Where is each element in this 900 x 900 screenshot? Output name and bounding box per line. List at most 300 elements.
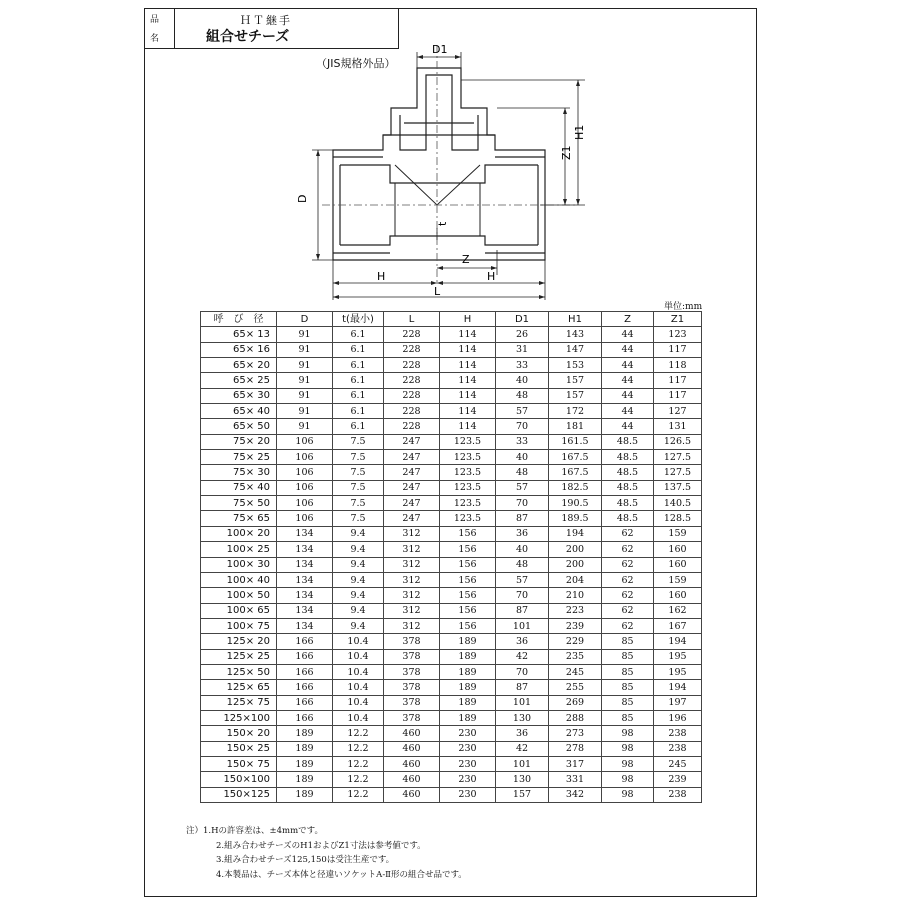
cell-value: 230 bbox=[440, 726, 496, 741]
table-row bbox=[201, 787, 702, 802]
cell-value: 9.4 bbox=[333, 603, 384, 618]
cell-value: 247 bbox=[384, 465, 440, 480]
cell-value: 9.4 bbox=[333, 618, 384, 633]
cell-value: 230 bbox=[440, 787, 496, 802]
label-l: L bbox=[434, 285, 441, 298]
cell-nominal-size: 125× 25 bbox=[201, 649, 277, 664]
header-z1: Z1 bbox=[654, 312, 702, 327]
cell-value: 134 bbox=[277, 542, 333, 557]
cell-value: 123.5 bbox=[440, 465, 496, 480]
cell-nominal-size: 65× 13 bbox=[201, 327, 277, 342]
cell-value: 12.2 bbox=[333, 741, 384, 756]
cell-value: 140.5 bbox=[654, 496, 702, 511]
table-row bbox=[201, 588, 702, 603]
cell-value: 114 bbox=[440, 342, 496, 357]
cell-value: 157 bbox=[549, 373, 602, 388]
cell-value: 114 bbox=[440, 388, 496, 403]
table-row bbox=[201, 649, 702, 664]
cell-value: 228 bbox=[384, 358, 440, 373]
cell-value: 190.5 bbox=[549, 496, 602, 511]
cell-value: 189 bbox=[277, 787, 333, 802]
cell-value: 127.5 bbox=[654, 450, 702, 465]
table-row bbox=[201, 419, 702, 434]
cell-value: 196 bbox=[654, 710, 702, 725]
cell-value: 44 bbox=[602, 327, 654, 342]
cell-value: 157 bbox=[549, 388, 602, 403]
cell-value: 9.4 bbox=[333, 572, 384, 587]
notes bbox=[186, 824, 467, 882]
cell-value: 117 bbox=[654, 342, 702, 357]
cell-value: 98 bbox=[602, 772, 654, 787]
cell-value: 44 bbox=[602, 358, 654, 373]
cell-value: 156 bbox=[440, 572, 496, 587]
table-row bbox=[201, 465, 702, 480]
cell-value: 7.5 bbox=[333, 511, 384, 526]
table-row bbox=[201, 404, 702, 419]
cell-value: 106 bbox=[277, 450, 333, 465]
cell-value: 12.2 bbox=[333, 756, 384, 771]
cell-value: 166 bbox=[277, 634, 333, 649]
cell-value: 48.5 bbox=[602, 480, 654, 495]
cell-value: 40 bbox=[496, 373, 549, 388]
cell-value: 312 bbox=[384, 603, 440, 618]
table-row bbox=[201, 741, 702, 756]
cell-value: 57 bbox=[496, 404, 549, 419]
cell-value: 230 bbox=[440, 756, 496, 771]
cell-value: 166 bbox=[277, 710, 333, 725]
cell-value: 57 bbox=[496, 572, 549, 587]
cell-value: 194 bbox=[654, 634, 702, 649]
cell-value: 7.5 bbox=[333, 465, 384, 480]
cell-value: 101 bbox=[496, 756, 549, 771]
cell-value: 189 bbox=[440, 664, 496, 679]
cell-value: 91 bbox=[277, 358, 333, 373]
cell-value: 44 bbox=[602, 404, 654, 419]
table-row bbox=[201, 664, 702, 679]
cell-value: 161.5 bbox=[549, 434, 602, 449]
cell-value: 189 bbox=[277, 726, 333, 741]
cell-value: 114 bbox=[440, 373, 496, 388]
cell-nominal-size: 150× 75 bbox=[201, 756, 277, 771]
cell-value: 10.4 bbox=[333, 710, 384, 725]
header-h1: H1 bbox=[549, 312, 602, 327]
cell-value: 200 bbox=[549, 542, 602, 557]
cell-value: 230 bbox=[440, 772, 496, 787]
cell-value: 460 bbox=[384, 787, 440, 802]
cell-value: 378 bbox=[384, 634, 440, 649]
cell-value: 31 bbox=[496, 342, 549, 357]
cell-value: 40 bbox=[496, 450, 549, 465]
cell-value: 181 bbox=[549, 419, 602, 434]
cell-value: 85 bbox=[602, 695, 654, 710]
cell-value: 128.5 bbox=[654, 511, 702, 526]
table-row bbox=[201, 434, 702, 449]
cell-value: 10.4 bbox=[333, 649, 384, 664]
cell-value: 44 bbox=[602, 373, 654, 388]
cell-value: 114 bbox=[440, 419, 496, 434]
cell-value: 91 bbox=[277, 373, 333, 388]
cell-value: 117 bbox=[654, 373, 702, 388]
cell-value: 195 bbox=[654, 649, 702, 664]
header-t: t(最小) bbox=[333, 312, 384, 327]
cell-value: 288 bbox=[549, 710, 602, 725]
cell-value: 101 bbox=[496, 695, 549, 710]
dimension-table bbox=[200, 311, 702, 803]
cell-value: 189 bbox=[277, 772, 333, 787]
cell-value: 91 bbox=[277, 342, 333, 357]
cell-value: 194 bbox=[549, 526, 602, 541]
cell-value: 255 bbox=[549, 680, 602, 695]
label-z1: Z1 bbox=[560, 145, 573, 160]
cell-value: 160 bbox=[654, 557, 702, 572]
cell-value: 70 bbox=[496, 588, 549, 603]
cell-value: 134 bbox=[277, 603, 333, 618]
cell-value: 460 bbox=[384, 756, 440, 771]
cell-value: 167 bbox=[654, 618, 702, 633]
cell-nominal-size: 75× 20 bbox=[201, 434, 277, 449]
cell-nominal-size: 65× 50 bbox=[201, 419, 277, 434]
cell-value: 245 bbox=[654, 756, 702, 771]
cell-value: 228 bbox=[384, 342, 440, 357]
cell-value: 166 bbox=[277, 695, 333, 710]
cell-value: 70 bbox=[496, 664, 549, 679]
cell-value: 156 bbox=[440, 588, 496, 603]
cell-value: 85 bbox=[602, 664, 654, 679]
cell-value: 156 bbox=[440, 603, 496, 618]
cell-value: 91 bbox=[277, 419, 333, 434]
cell-value: 317 bbox=[549, 756, 602, 771]
cell-value: 247 bbox=[384, 511, 440, 526]
cell-value: 378 bbox=[384, 695, 440, 710]
cell-nominal-size: 65× 20 bbox=[201, 358, 277, 373]
cell-value: 9.4 bbox=[333, 588, 384, 603]
label-h1: H1 bbox=[573, 124, 586, 140]
cell-value: 197 bbox=[654, 695, 702, 710]
cell-nominal-size: 125× 65 bbox=[201, 680, 277, 695]
table-row bbox=[201, 557, 702, 572]
cell-value: 239 bbox=[549, 618, 602, 633]
cell-nominal-size: 100× 75 bbox=[201, 618, 277, 633]
cell-value: 166 bbox=[277, 649, 333, 664]
cell-nominal-size: 100× 50 bbox=[201, 588, 277, 603]
header-d: D bbox=[277, 312, 333, 327]
cell-nominal-size: 65× 30 bbox=[201, 388, 277, 403]
cell-value: 239 bbox=[654, 772, 702, 787]
cell-value: 70 bbox=[496, 419, 549, 434]
cell-value: 312 bbox=[384, 618, 440, 633]
cell-value: 123.5 bbox=[440, 434, 496, 449]
cell-value: 247 bbox=[384, 480, 440, 495]
cell-value: 98 bbox=[602, 756, 654, 771]
cell-value: 238 bbox=[654, 741, 702, 756]
cell-nominal-size: 75× 40 bbox=[201, 480, 277, 495]
cell-value: 98 bbox=[602, 741, 654, 756]
cell-value: 312 bbox=[384, 542, 440, 557]
cell-nominal-size: 100× 20 bbox=[201, 526, 277, 541]
cell-nominal-size: 125× 20 bbox=[201, 634, 277, 649]
cell-value: 36 bbox=[496, 526, 549, 541]
cell-value: 156 bbox=[440, 557, 496, 572]
cell-value: 7.5 bbox=[333, 496, 384, 511]
cell-value: 26 bbox=[496, 327, 549, 342]
cell-value: 131 bbox=[654, 419, 702, 434]
cell-value: 106 bbox=[277, 480, 333, 495]
cell-value: 9.4 bbox=[333, 542, 384, 557]
cell-value: 378 bbox=[384, 649, 440, 664]
table-row bbox=[201, 526, 702, 541]
cell-value: 130 bbox=[496, 772, 549, 787]
cell-nominal-size: 65× 25 bbox=[201, 373, 277, 388]
cell-value: 194 bbox=[654, 680, 702, 695]
label-z: Z bbox=[462, 253, 470, 266]
table-row bbox=[201, 634, 702, 649]
cell-value: 101 bbox=[496, 618, 549, 633]
table-row bbox=[201, 373, 702, 388]
series-name: ＨＴ継手 bbox=[240, 14, 292, 27]
cell-value: 62 bbox=[602, 557, 654, 572]
cell-value: 9.4 bbox=[333, 557, 384, 572]
table-row bbox=[201, 680, 702, 695]
cell-value: 106 bbox=[277, 496, 333, 511]
cell-value: 6.1 bbox=[333, 373, 384, 388]
cell-value: 247 bbox=[384, 450, 440, 465]
cell-value: 153 bbox=[549, 358, 602, 373]
cell-value: 278 bbox=[549, 741, 602, 756]
cell-value: 312 bbox=[384, 526, 440, 541]
note-4: 4.本製品は、チーズ本体と径違いソケットA-Ⅱ形の組合せ品です。 bbox=[216, 869, 467, 880]
cell-value: 123.5 bbox=[440, 480, 496, 495]
cell-value: 460 bbox=[384, 741, 440, 756]
cell-value: 42 bbox=[496, 649, 549, 664]
cell-value: 87 bbox=[496, 511, 549, 526]
note-3: 3.組み合わせチーズ125,150は受注生産です。 bbox=[216, 855, 395, 865]
cell-value: 62 bbox=[602, 588, 654, 603]
cell-value: 9.4 bbox=[333, 526, 384, 541]
table-row bbox=[201, 772, 702, 787]
title-divider bbox=[174, 8, 175, 49]
cell-value: 156 bbox=[440, 526, 496, 541]
cell-value: 85 bbox=[602, 680, 654, 695]
cell-value: 87 bbox=[496, 680, 549, 695]
cell-value: 123.5 bbox=[440, 496, 496, 511]
cell-value: 189 bbox=[440, 710, 496, 725]
cell-value: 7.5 bbox=[333, 480, 384, 495]
cell-value: 62 bbox=[602, 603, 654, 618]
cell-value: 12.2 bbox=[333, 787, 384, 802]
cell-value: 42 bbox=[496, 741, 549, 756]
cell-value: 195 bbox=[654, 664, 702, 679]
cell-value: 106 bbox=[277, 465, 333, 480]
cell-value: 62 bbox=[602, 572, 654, 587]
cell-value: 85 bbox=[602, 649, 654, 664]
cell-value: 378 bbox=[384, 664, 440, 679]
cell-value: 228 bbox=[384, 373, 440, 388]
cell-value: 134 bbox=[277, 588, 333, 603]
cell-nominal-size: 65× 40 bbox=[201, 404, 277, 419]
header-h: H bbox=[440, 312, 496, 327]
cell-value: 166 bbox=[277, 664, 333, 679]
cell-value: 123 bbox=[654, 327, 702, 342]
cell-value: 85 bbox=[602, 710, 654, 725]
cell-value: 62 bbox=[602, 542, 654, 557]
cell-nominal-size: 75× 50 bbox=[201, 496, 277, 511]
table-row bbox=[201, 480, 702, 495]
table-row bbox=[201, 450, 702, 465]
cell-value: 48.5 bbox=[602, 511, 654, 526]
cell-value: 167.5 bbox=[549, 450, 602, 465]
header-d1: D1 bbox=[496, 312, 549, 327]
cell-value: 134 bbox=[277, 572, 333, 587]
cell-value: 123.5 bbox=[440, 511, 496, 526]
cell-value: 269 bbox=[549, 695, 602, 710]
cell-value: 91 bbox=[277, 327, 333, 342]
unit-label: 単位:mm bbox=[664, 302, 703, 312]
cell-value: 91 bbox=[277, 388, 333, 403]
cell-value: 57 bbox=[496, 480, 549, 495]
cell-value: 378 bbox=[384, 680, 440, 695]
cell-nominal-size: 150×100 bbox=[201, 772, 277, 787]
table-row bbox=[201, 618, 702, 633]
cell-value: 62 bbox=[602, 618, 654, 633]
label-d1: D1 bbox=[432, 43, 448, 56]
cell-value: 98 bbox=[602, 726, 654, 741]
table-row bbox=[201, 342, 702, 357]
table-row bbox=[201, 358, 702, 373]
title-label-bottom: 名 bbox=[150, 34, 160, 44]
cell-value: 6.1 bbox=[333, 327, 384, 342]
cell-value: 342 bbox=[549, 787, 602, 802]
cell-value: 312 bbox=[384, 588, 440, 603]
table-row bbox=[201, 695, 702, 710]
label-h-left: H bbox=[377, 270, 386, 283]
cell-nominal-size: 150× 25 bbox=[201, 741, 277, 756]
cell-value: 159 bbox=[654, 526, 702, 541]
label-h-right: H bbox=[487, 270, 496, 283]
cell-value: 228 bbox=[384, 388, 440, 403]
cell-nominal-size: 125×100 bbox=[201, 710, 277, 725]
cell-value: 85 bbox=[602, 634, 654, 649]
cell-value: 147 bbox=[549, 342, 602, 357]
cell-value: 48.5 bbox=[602, 450, 654, 465]
cell-value: 312 bbox=[384, 557, 440, 572]
cell-nominal-size: 75× 25 bbox=[201, 450, 277, 465]
cell-value: 200 bbox=[549, 557, 602, 572]
jis-note: （JIS規格外品） bbox=[316, 57, 396, 70]
cell-nominal-size: 100× 25 bbox=[201, 542, 277, 557]
table-body bbox=[201, 327, 702, 803]
cell-value: 134 bbox=[277, 618, 333, 633]
cell-nominal-size: 65× 16 bbox=[201, 342, 277, 357]
header-nominal-size: 呼 び 径 bbox=[201, 312, 277, 327]
cell-value: 10.4 bbox=[333, 664, 384, 679]
cell-value: 160 bbox=[654, 542, 702, 557]
cell-value: 48.5 bbox=[602, 465, 654, 480]
cell-value: 189 bbox=[277, 741, 333, 756]
table-row bbox=[201, 388, 702, 403]
cell-value: 6.1 bbox=[333, 419, 384, 434]
cell-value: 127 bbox=[654, 404, 702, 419]
cell-value: 204 bbox=[549, 572, 602, 587]
cell-value: 62 bbox=[602, 526, 654, 541]
header-l: L bbox=[384, 312, 440, 327]
cell-value: 460 bbox=[384, 772, 440, 787]
cell-value: 137.5 bbox=[654, 480, 702, 495]
note-2: 2.組み合わせチーズのH1およびZ1寸法は参考値です。 bbox=[216, 840, 426, 851]
cell-value: 48 bbox=[496, 465, 549, 480]
cell-value: 378 bbox=[384, 710, 440, 725]
cell-nominal-size: 75× 65 bbox=[201, 511, 277, 526]
cell-value: 228 bbox=[384, 327, 440, 342]
table-row bbox=[201, 710, 702, 725]
cell-nominal-size: 125× 75 bbox=[201, 695, 277, 710]
cell-value: 223 bbox=[549, 603, 602, 618]
cell-nominal-size: 150×125 bbox=[201, 787, 277, 802]
cell-value: 159 bbox=[654, 572, 702, 587]
cell-value: 6.1 bbox=[333, 388, 384, 403]
cell-value: 189.5 bbox=[549, 511, 602, 526]
header-z: Z bbox=[602, 312, 654, 327]
cell-value: 156 bbox=[440, 618, 496, 633]
table-header-row bbox=[201, 312, 702, 327]
cell-value: 189 bbox=[277, 756, 333, 771]
cell-value: 134 bbox=[277, 526, 333, 541]
cell-value: 189 bbox=[440, 634, 496, 649]
cell-value: 114 bbox=[440, 404, 496, 419]
cell-value: 12.2 bbox=[333, 726, 384, 741]
cell-nominal-size: 100× 40 bbox=[201, 572, 277, 587]
cell-value: 44 bbox=[602, 419, 654, 434]
cell-value: 10.4 bbox=[333, 695, 384, 710]
cell-value: 312 bbox=[384, 572, 440, 587]
table-row bbox=[201, 511, 702, 526]
table-row bbox=[201, 726, 702, 741]
cell-value: 44 bbox=[602, 342, 654, 357]
cell-value: 127.5 bbox=[654, 465, 702, 480]
cell-value: 134 bbox=[277, 557, 333, 572]
cell-value: 166 bbox=[277, 680, 333, 695]
cell-value: 6.1 bbox=[333, 404, 384, 419]
cell-value: 33 bbox=[496, 358, 549, 373]
cell-value: 10.4 bbox=[333, 634, 384, 649]
cell-value: 36 bbox=[496, 634, 549, 649]
cell-value: 331 bbox=[549, 772, 602, 787]
label-d: D bbox=[296, 194, 309, 203]
cell-value: 160 bbox=[654, 588, 702, 603]
cell-value: 235 bbox=[549, 649, 602, 664]
cell-value: 6.1 bbox=[333, 342, 384, 357]
cell-value: 87 bbox=[496, 603, 549, 618]
cell-value: 238 bbox=[654, 726, 702, 741]
product-name: 組合せチーズ bbox=[206, 29, 290, 45]
cell-value: 123.5 bbox=[440, 450, 496, 465]
cell-value: 7.5 bbox=[333, 434, 384, 449]
cell-value: 273 bbox=[549, 726, 602, 741]
cell-nominal-size: 125× 50 bbox=[201, 664, 277, 679]
cell-value: 126.5 bbox=[654, 434, 702, 449]
cell-value: 6.1 bbox=[333, 358, 384, 373]
cell-value: 162 bbox=[654, 603, 702, 618]
cell-nominal-size: 100× 65 bbox=[201, 603, 277, 618]
cell-value: 118 bbox=[654, 358, 702, 373]
cell-value: 245 bbox=[549, 664, 602, 679]
table-row bbox=[201, 756, 702, 771]
cell-value: 238 bbox=[654, 787, 702, 802]
cell-value: 48.5 bbox=[602, 434, 654, 449]
cell-value: 106 bbox=[277, 511, 333, 526]
cell-value: 189 bbox=[440, 680, 496, 695]
cell-value: 91 bbox=[277, 404, 333, 419]
cell-value: 189 bbox=[440, 649, 496, 664]
